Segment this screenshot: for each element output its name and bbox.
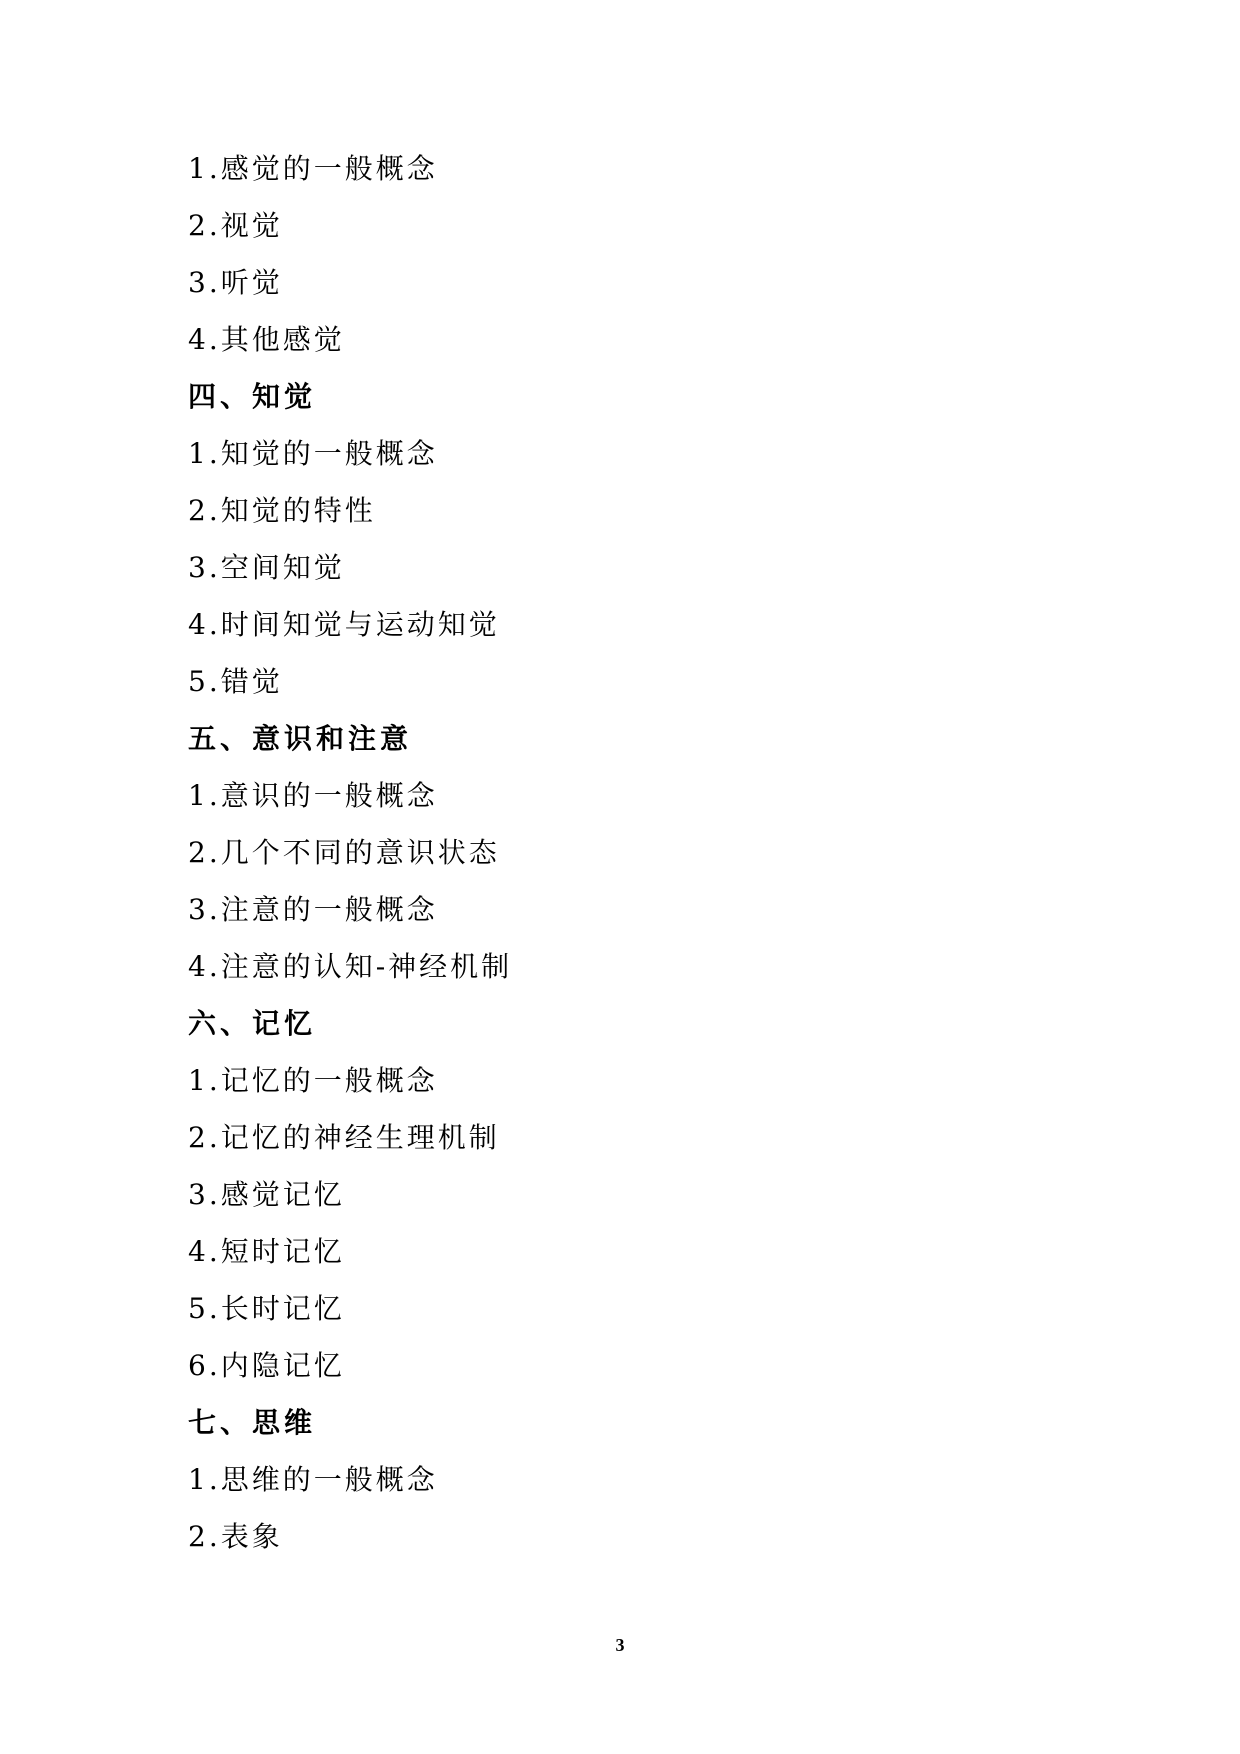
outline-item: 4.其他感觉 xyxy=(188,323,345,356)
section-heading: 五、意识和注意 xyxy=(188,722,413,755)
page-number: 3 xyxy=(615,1635,625,1655)
outline-item: 5.长时记忆 xyxy=(188,1292,345,1325)
outline-item: 1.思维的一般概念 xyxy=(188,1463,438,1496)
outline-item: 5.错觉 xyxy=(188,665,283,698)
outline-item: 4.短时记忆 xyxy=(188,1235,345,1268)
outline-item: 1.记忆的一般概念 xyxy=(188,1064,438,1097)
outline-item: 2.记忆的神经生理机制 xyxy=(188,1121,500,1154)
outline-item: 2.表象 xyxy=(188,1520,283,1553)
outline-item: 1.感觉的一般概念 xyxy=(188,152,438,185)
outline-item: 4.时间知觉与运动知觉 xyxy=(188,608,500,641)
outline-item: 3.听觉 xyxy=(188,266,283,299)
outline-item: 2.知觉的特性 xyxy=(188,494,376,527)
outline-item: 1.知觉的一般概念 xyxy=(188,437,438,470)
section-heading: 四、知觉 xyxy=(188,380,317,413)
outline-item: 3.注意的一般概念 xyxy=(188,893,438,926)
outline-item: 2.视觉 xyxy=(188,209,283,242)
outline-item: 3.感觉记忆 xyxy=(188,1178,345,1211)
section-heading: 六、记忆 xyxy=(188,1007,317,1040)
outline-item: 4.注意的认知-神经机制 xyxy=(188,950,513,983)
outline-item: 1.意识的一般概念 xyxy=(188,779,438,812)
outline-item: 2.几个不同的意识状态 xyxy=(188,836,500,869)
outline-item: 6.内隐记忆 xyxy=(188,1349,345,1382)
section-heading: 七、思维 xyxy=(188,1406,317,1439)
outline-list xyxy=(188,140,1088,1565)
outline-item: 3.空间知觉 xyxy=(188,551,345,584)
